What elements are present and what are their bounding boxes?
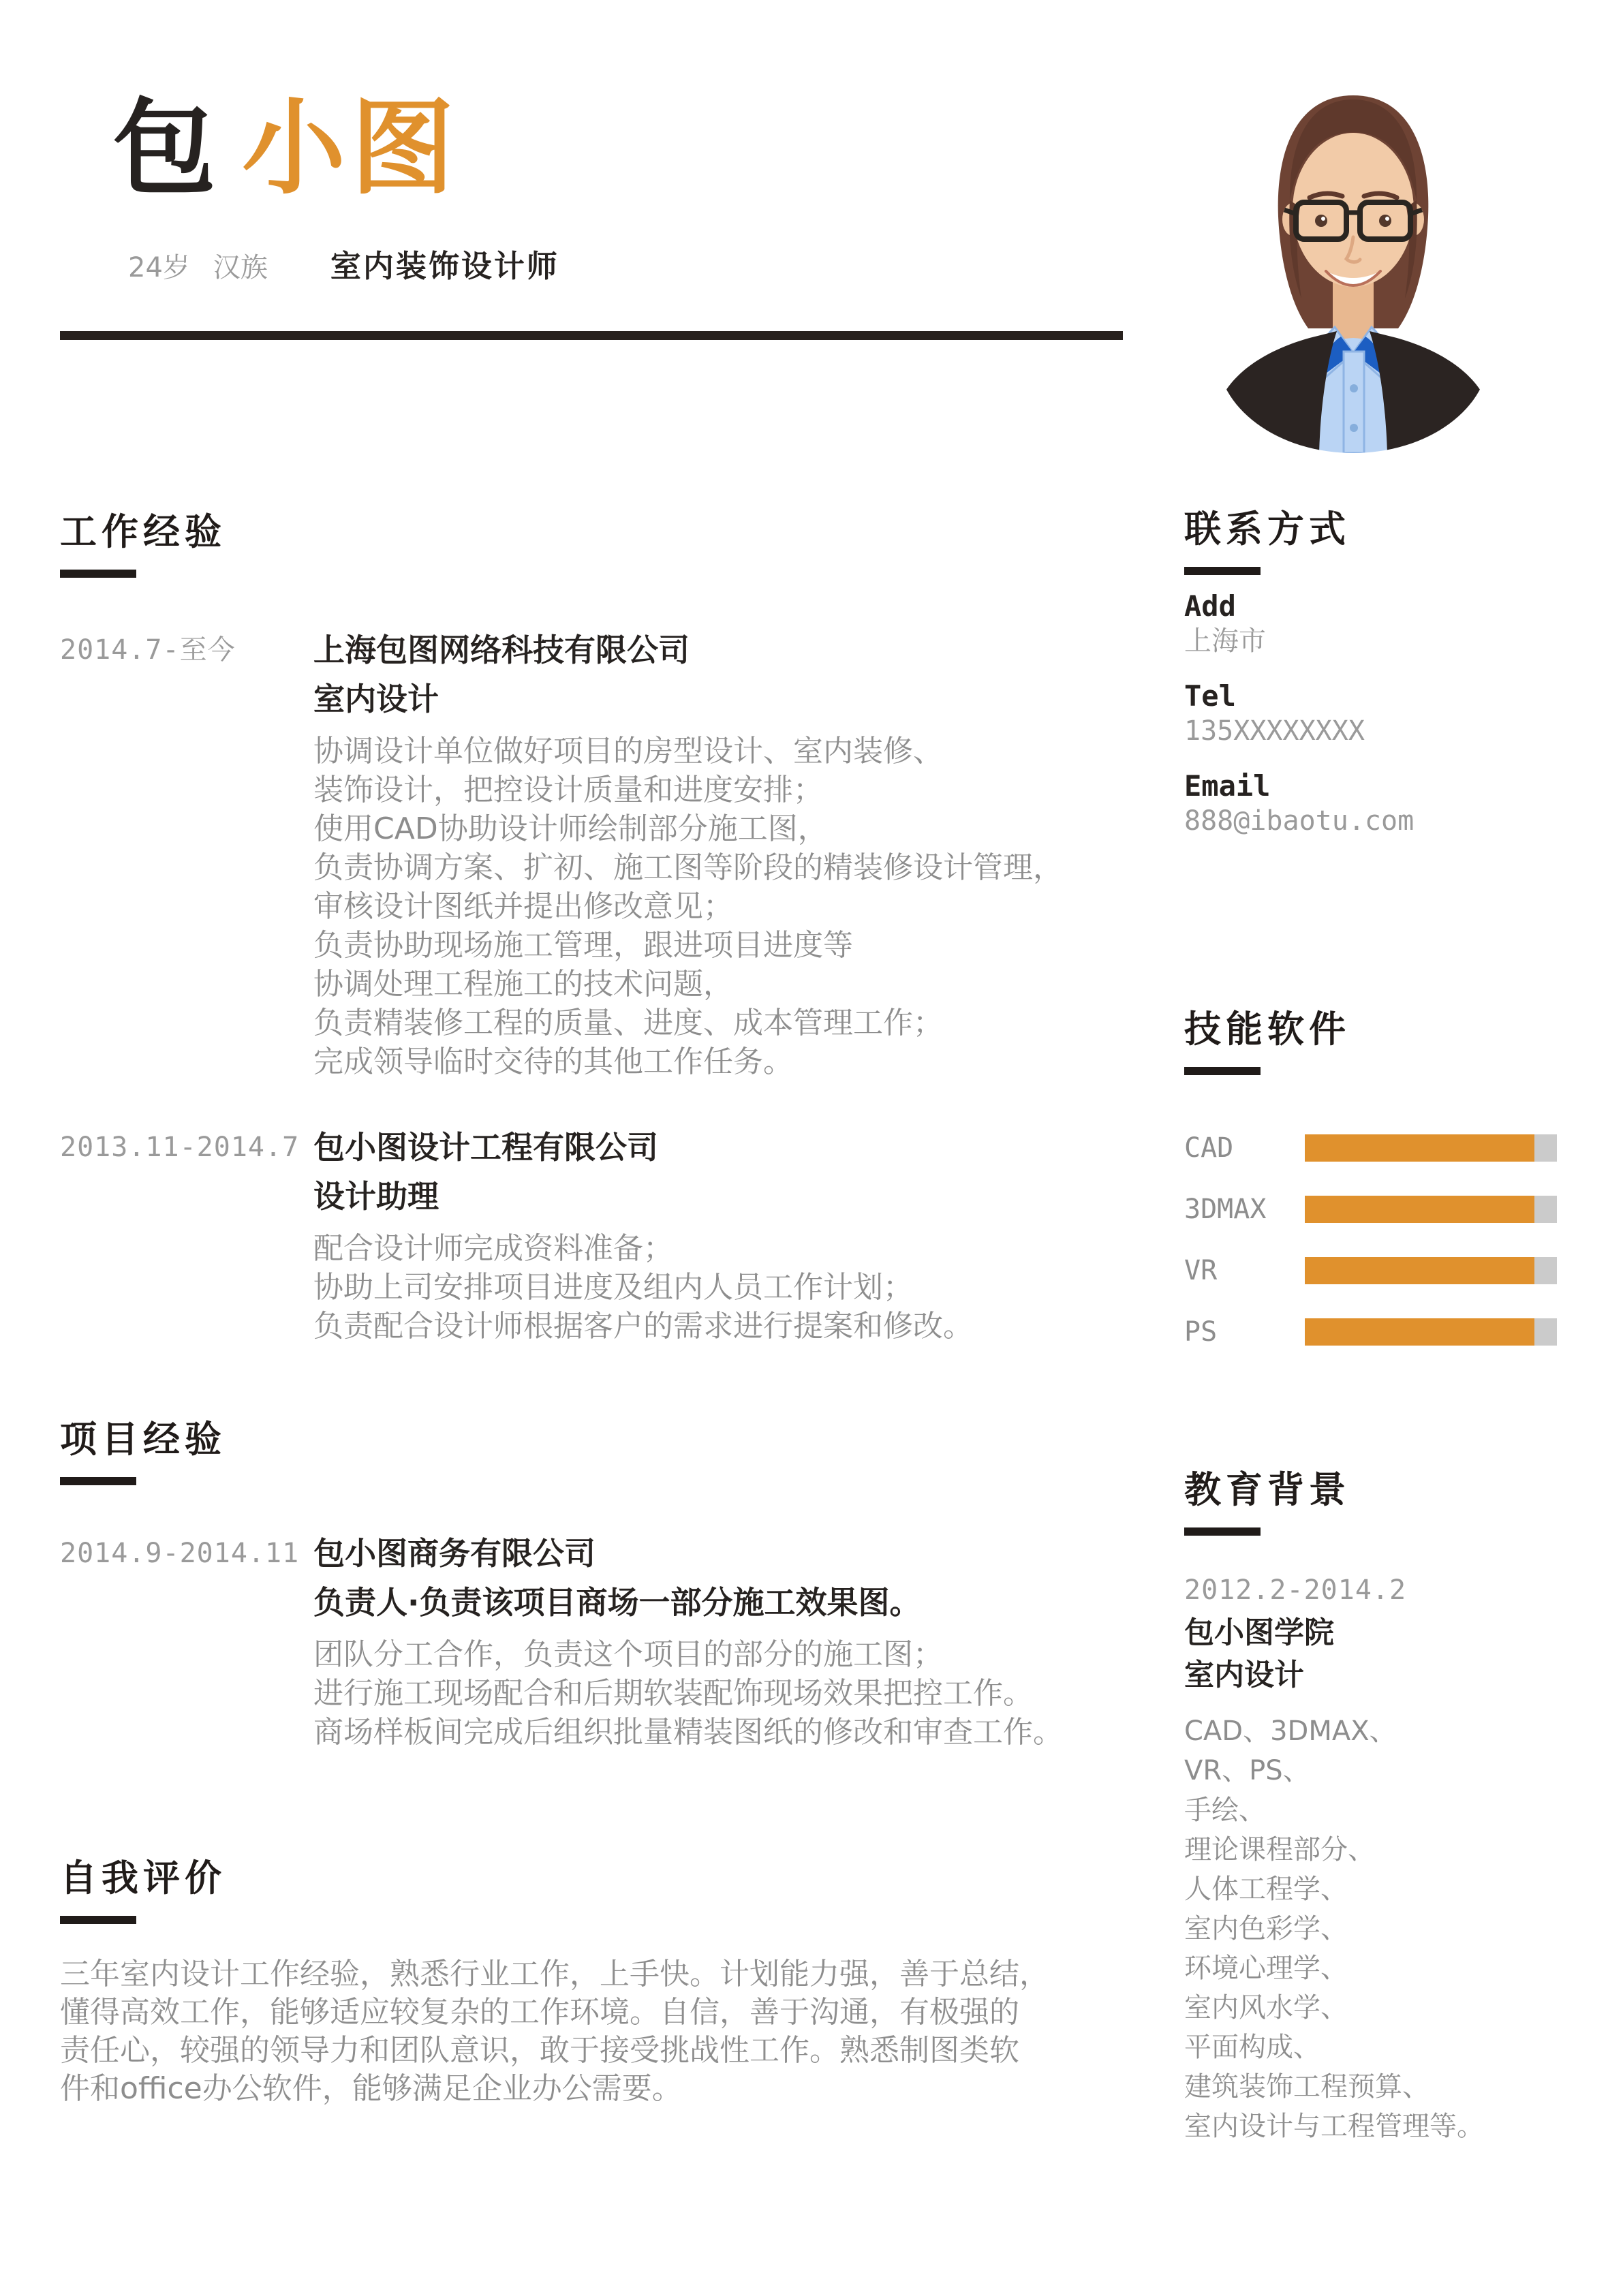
education-courses: [1184, 1711, 1607, 2146]
description-line: 负责配合设计师根据客户的需求进行提案和修改。: [313, 1309, 973, 1344]
description-line: 团队分工合作，负责这个项目的部分的施工图；: [313, 1637, 943, 1672]
selfeval-line: 件和office办公软件，能够满足企业办公需要。: [60, 2071, 682, 2106]
skill-row-vr: [1184, 1240, 1593, 1301]
section-title-work: 工作经验: [60, 510, 226, 553]
candidate-age: 24岁: [128, 252, 190, 283]
candidate-name: [112, 88, 460, 208]
contact-value: 888@ibaotu.com: [1184, 805, 1415, 837]
course-line: 理论课程部分、: [1184, 1834, 1375, 1865]
section-contact-header: [1184, 508, 1350, 575]
section-underline: [1184, 567, 1261, 575]
entry-role: 负责人·负责该项目商场一部分施工效果图。: [313, 1584, 921, 1621]
entry-content: [313, 625, 1063, 1081]
skill-label: CAD: [1184, 1132, 1234, 1164]
skill-bar-track: [1305, 1196, 1557, 1223]
contact-item-phone: [1184, 679, 1593, 748]
description-line: 配合设计师完成资料准备；: [313, 1231, 673, 1266]
entry-content: [313, 1123, 973, 1346]
header-divider: [60, 331, 1123, 340]
selfeval-line: 三年室内设计工作经验，熟悉行业工作，上手快。计划能力强，善于总结，: [60, 1957, 1049, 1991]
description-line: 负责精装修工程的质量、进度、成本管理工作；: [313, 1006, 943, 1040]
skill-list: [1184, 1117, 1593, 1363]
section-underline: [60, 1916, 136, 1924]
course-line: VR、PS、: [1184, 1755, 1310, 1786]
section-education-header: [1184, 1469, 1350, 1536]
section-underline: [60, 1477, 136, 1485]
education-date: 2012.2-2014.2: [1184, 1574, 1407, 1606]
profile-photo: [1217, 34, 1489, 453]
project-entry-1: [60, 1529, 1191, 1752]
skill-row-ps: [1184, 1301, 1593, 1363]
description-line: 装饰设计，把控设计质量和进度安排；: [313, 773, 823, 807]
entry-company: 包小图设计工程有限公司: [313, 1129, 658, 1166]
description-line: 使用CAD协助设计师绘制部分施工图，: [313, 811, 828, 846]
skill-bar-fill: [1305, 1257, 1534, 1284]
section-title-education: 教育背景: [1184, 1468, 1350, 1511]
description-line: 完成领导临时交待的其他工作任务。: [313, 1044, 793, 1079]
entry-date: 2013.11-2014.7: [60, 1132, 300, 1163]
section-underline: [1184, 1527, 1261, 1536]
skill-bar-track: [1305, 1257, 1557, 1284]
skill-label: 3DMAX: [1184, 1194, 1267, 1225]
candidate-meta: [128, 241, 559, 285]
course-line: 室内设计与工程管理等。: [1184, 2111, 1484, 2142]
description-line: 进行施工现场配合和后期软装配饰现场效果把控工作。: [313, 1676, 1033, 1711]
contact-value: 上海市: [1184, 625, 1266, 657]
section-underline: [1184, 1067, 1261, 1075]
candidate-name-surname: 包: [112, 88, 221, 208]
contact-item-address: [1184, 589, 1593, 658]
candidate-ethnicity: 汉族: [213, 252, 268, 283]
candidate-name-given: 小图: [242, 88, 460, 208]
section-title-project: 项目经验: [60, 1418, 226, 1461]
skill-bar-fill: [1305, 1196, 1534, 1223]
entry-description: [313, 1635, 1063, 1752]
skill-label: PS: [1184, 1316, 1218, 1348]
education-block: [1184, 1572, 1607, 2146]
contact-item-email: [1184, 769, 1593, 838]
entry-role: 设计助理: [313, 1178, 439, 1215]
section-skills-header: [1184, 1008, 1350, 1075]
description-line: 商场样板间完成后组织批量精装图纸的修改和审查工作。: [313, 1715, 1063, 1750]
contact-label: Email: [1184, 769, 1271, 803]
education-school: 包小图学院: [1184, 1615, 1334, 1650]
skill-label: VR: [1184, 1255, 1218, 1286]
contact-label: Tel: [1184, 679, 1236, 713]
section-title-selfeval: 自我评价: [60, 1857, 226, 1899]
skill-row-3dmax: [1184, 1179, 1593, 1240]
course-line: 手绘、: [1184, 1795, 1266, 1826]
entry-content: [313, 1529, 1063, 1752]
description-line: 负责协调方案、扩初、施工图等阶段的精装修设计管理，: [313, 850, 1063, 885]
course-line: 室内风水学、: [1184, 1992, 1348, 2023]
selfeval-line: 懂得高效工作，能够适应较复杂的工作环境。自信，善于沟通，有极强的: [60, 1995, 1019, 2030]
education-major: 室内设计: [1184, 1658, 1304, 1692]
skill-bar-fill: [1305, 1134, 1534, 1162]
section-project-header: [60, 1418, 226, 1485]
course-line: 平面构成、: [1184, 2032, 1320, 2063]
candidate-job-title: 室内装饰设计师: [330, 248, 559, 284]
selfeval-line: 责任心，较强的领导力和团队意识，敢于接受挑战性工作。熟悉制图类软: [60, 2033, 1019, 2068]
description-line: 协调设计单位做好项目的房型设计、室内装修、: [313, 734, 943, 769]
description-line: 负责协助现场施工管理，跟进项目进度等: [313, 928, 853, 963]
description-line: 审核设计图纸并提出修改意见；: [313, 889, 733, 924]
section-title-skills: 技能软件: [1184, 1008, 1350, 1051]
section-underline: [60, 570, 136, 578]
section-selfeval-header: [60, 1857, 226, 1924]
course-line: CAD、3DMAX、: [1184, 1716, 1397, 1747]
entry-date: 2014.7-至今: [60, 634, 236, 666]
work-entry-2: [60, 1123, 1191, 1346]
entry-description: [313, 732, 1063, 1081]
skill-bar-track: [1305, 1134, 1557, 1162]
entry-description: [313, 1229, 973, 1346]
contact-label: Add: [1184, 589, 1236, 623]
entry-role: 室内设计: [313, 681, 439, 717]
selfeval-paragraph: [60, 1955, 1177, 2108]
description-line: 协调处理工程施工的技术问题，: [313, 967, 733, 1002]
contact-list: [1184, 589, 1593, 858]
contact-value: 135XXXXXXXX: [1184, 715, 1365, 747]
course-line: 环境心理学、: [1184, 1953, 1348, 1984]
skill-bar-fill: [1305, 1318, 1534, 1346]
skill-bar-track: [1305, 1318, 1557, 1346]
description-line: 协助上司安排项目进度及组内人员工作计划；: [313, 1270, 913, 1305]
section-work-header: [60, 511, 226, 578]
course-line: 人体工程学、: [1184, 1874, 1348, 1905]
section-title-contact: 联系方式: [1184, 508, 1350, 550]
entry-company: 包小图商务有限公司: [313, 1535, 596, 1572]
portrait-illustration: [1217, 34, 1489, 453]
course-line: 建筑装饰工程预算、: [1184, 2071, 1429, 2103]
entry-date: 2014.9-2014.11: [60, 1538, 300, 1569]
entry-company: 上海包图网络科技有限公司: [313, 632, 690, 668]
course-line: 室内色彩学、: [1184, 1913, 1348, 1944]
work-entry-1: [60, 625, 1191, 1081]
skill-row-cad: [1184, 1117, 1593, 1179]
